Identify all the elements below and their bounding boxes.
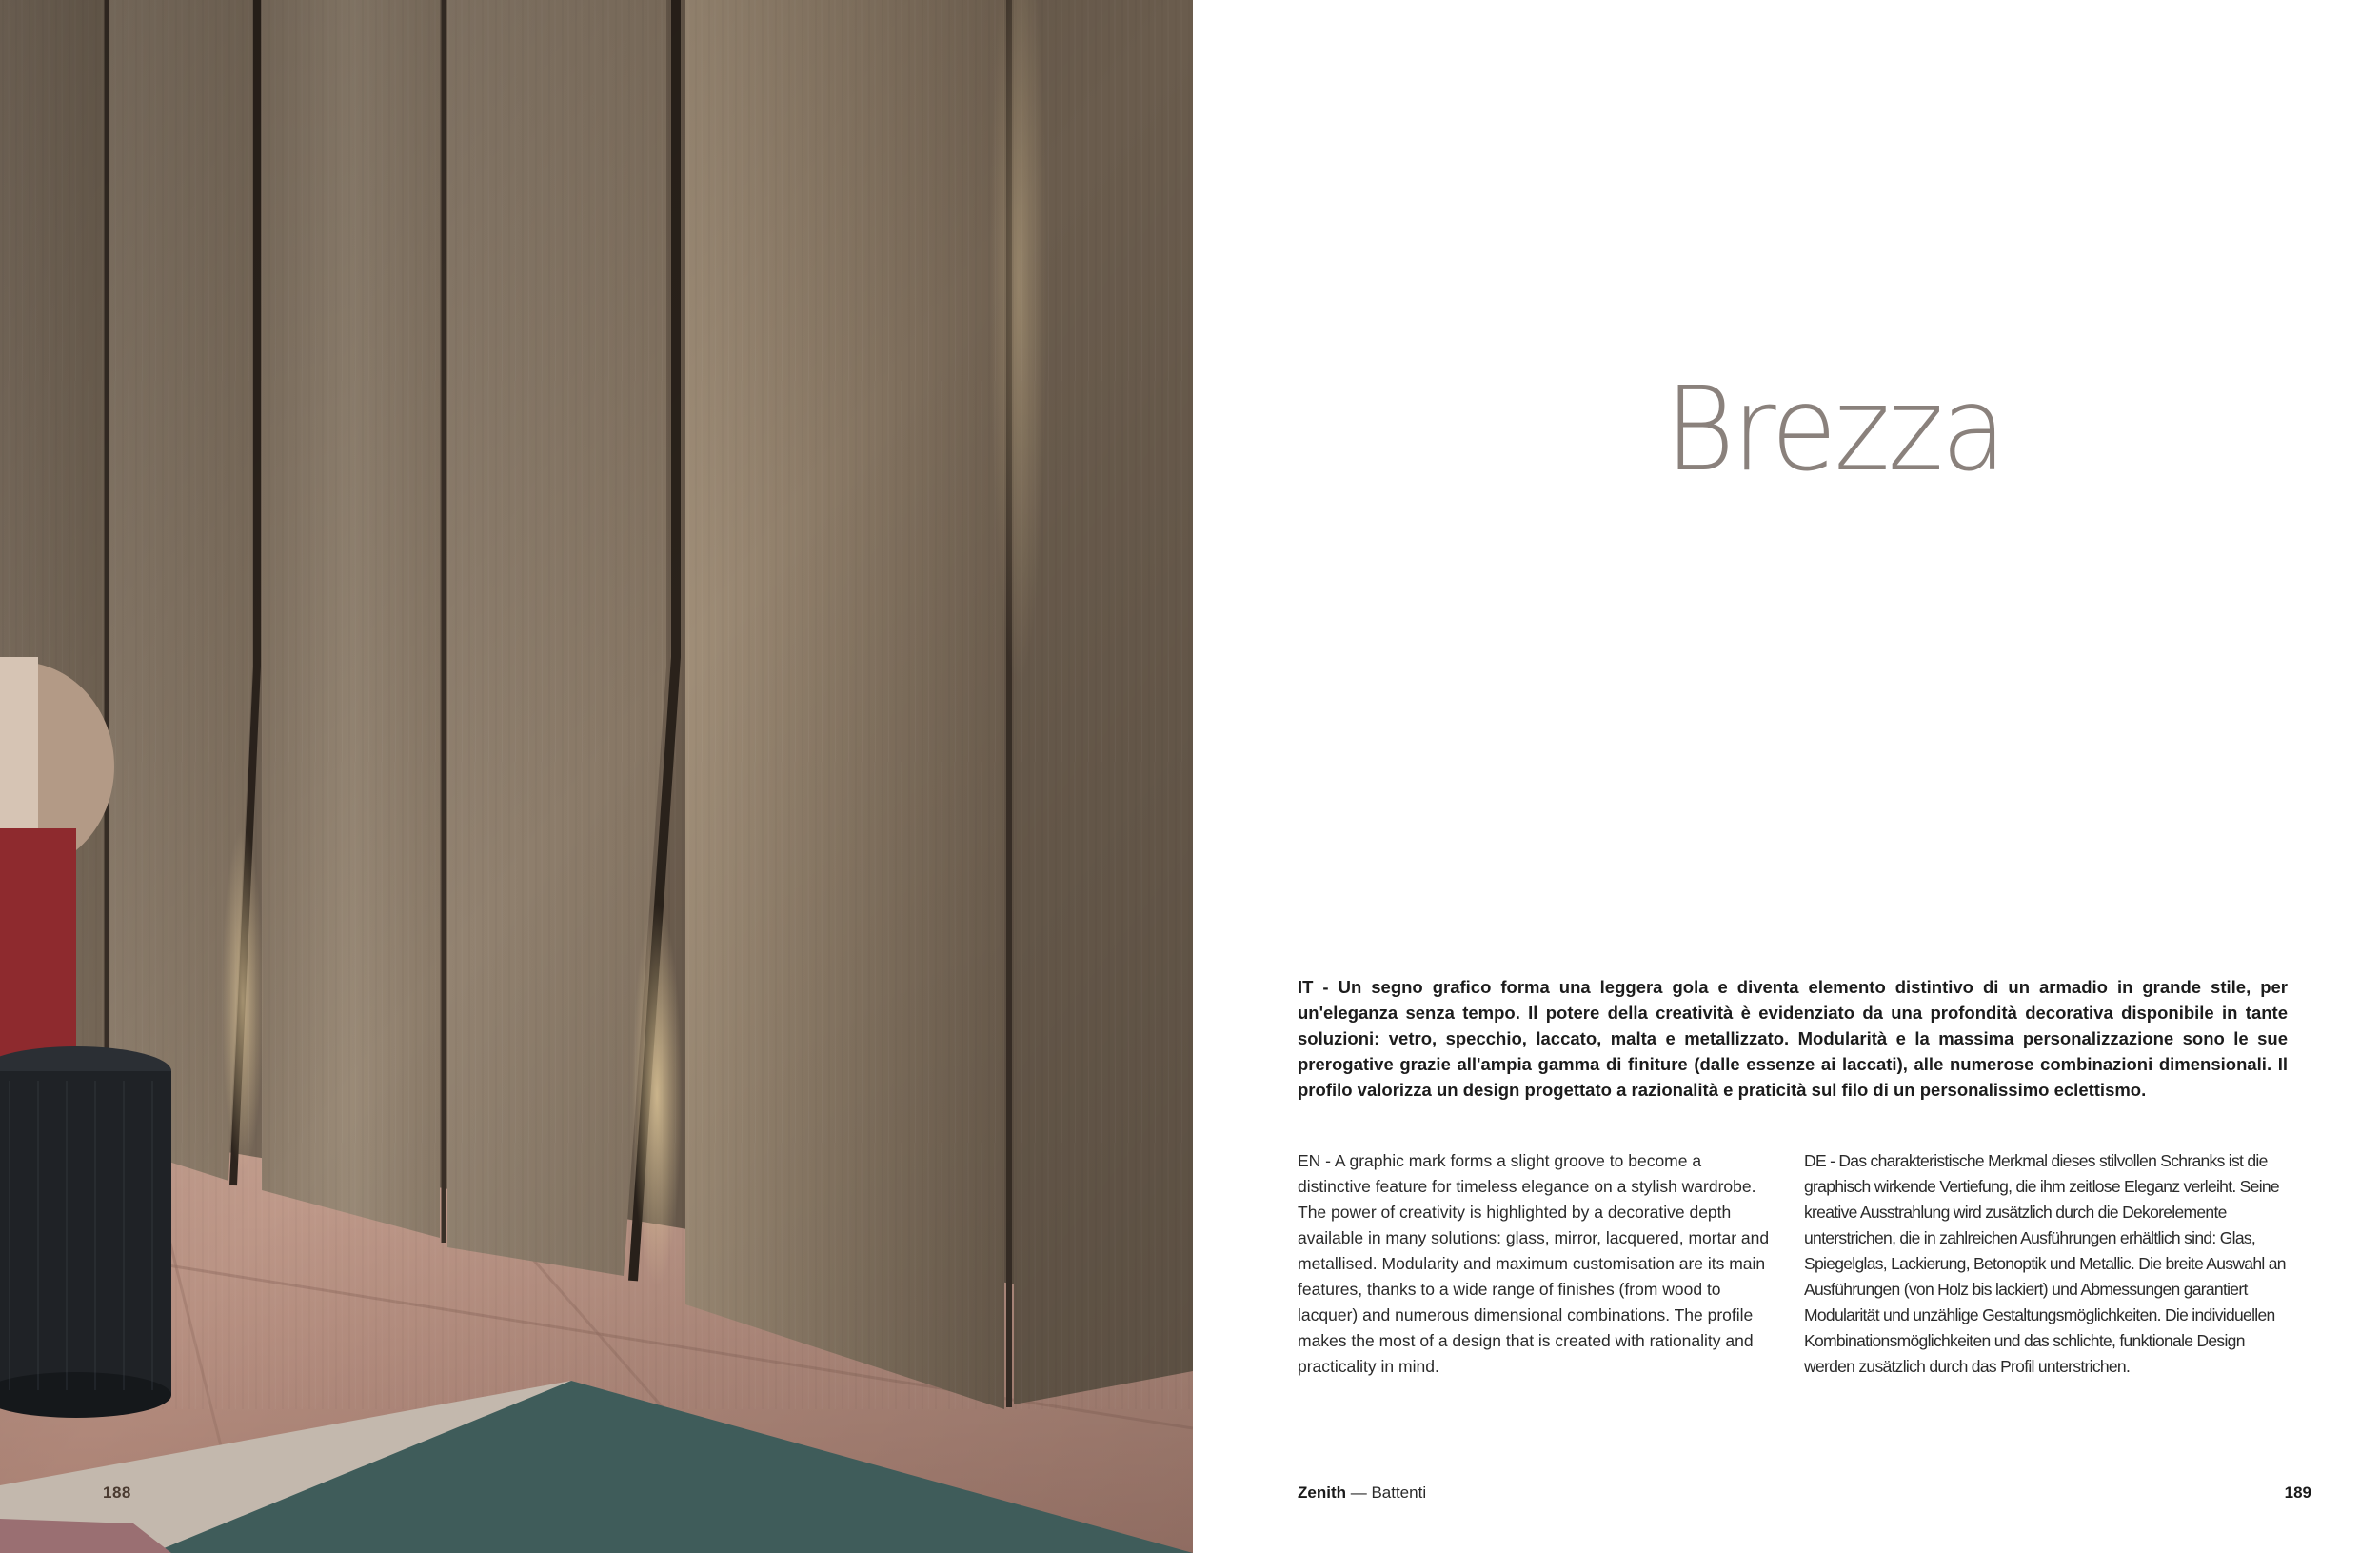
german-description: DE - Das charakteristische Merkmal dieses stilvollen Schranks ist die graphisch wirkende Vertiefung, die ihm zeitlose Eleganz verleiht. Seine kreative Ausstrahlung wird zusätzlich durch die Dekorelemente unterstrichen, die in zahlreichen Ausführungen erhältlich sind: Glas, Spiegelglas, Lackierung, Betonoptik und Metallic. Die breite Auswahl an Ausführungen (von Holz bis lackiert) und Abmessungen garantiert Modularität und unzählige Gestaltungsmöglichkeiten. Die individuellen Kombinationsmöglichkeiten und das schlichte, funktionale Design werden zusätzlich durch das Profil unterstrichen. <box>1804 1151 2286 1376</box>
page-number-left: 188 <box>103 1483 131 1502</box>
footer-section-label <box>1298 1483 1426 1503</box>
footer-section-name: — Battenti <box>1346 1483 1427 1502</box>
page-number-right: 189 <box>2284 1483 2311 1502</box>
product-title: Brezza <box>1664 362 2005 497</box>
english-description: EN - A graphic mark forms a slight groove to become a distinctive feature for timeless elegance on a stylish wardrobe. The power of creativity is highlighted by a decorative depth available in many solutions: glass, mirror, lacquered, mortar and metallised. Modularity and maximum customisation are its main features, thanks to a wide range of finishes (from wood to lacquer) and numerous dimensional combinations. The profile makes the most of a design that is created with rationality and practicality in mind. <box>1298 1151 1770 1376</box>
italian-description: IT - Un segno grafico forma una leggera gola e diventa elemento distintivo di un armadio in grande stile, per un'eleganza senza tempo. Il potere della creatività è evidenziato da una profondità decorativa disponibile in tante soluzioni: vetro, specchio, laccato, malta e metallizzato. Modularità e la massima personalizzazione sono le sue prerogative grazie all'ampia gamma di finiture (dalle essenze ai laccati), alle numerose combinazioni dimensionali. Il profilo valorizza un design progettato a razionalità e praticità sul filo di un personalissimo eclettismo. <box>1298 977 2288 1100</box>
text-page <box>1193 0 2380 1553</box>
footer-brand-name: Zenith <box>1298 1483 1346 1502</box>
